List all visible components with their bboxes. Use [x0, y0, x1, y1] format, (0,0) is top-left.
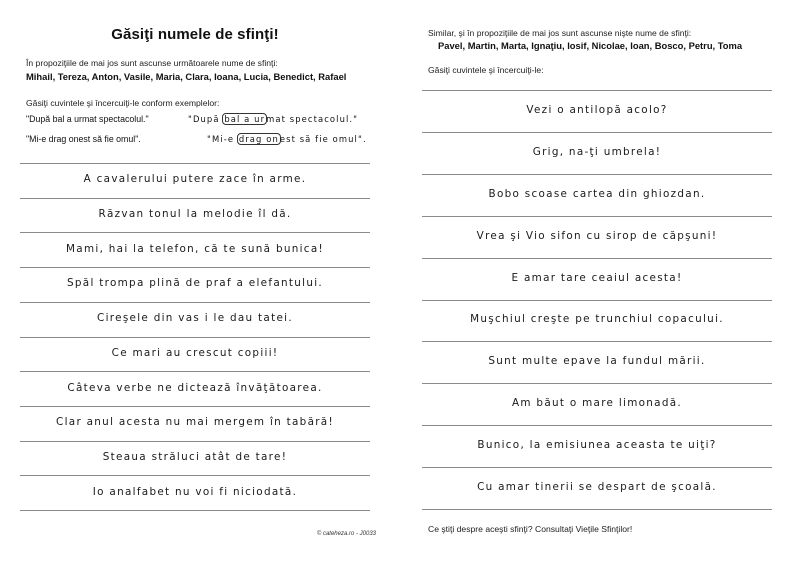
sentence-item: Muşchiul creşte pe trunchiul copacului.	[470, 313, 724, 326]
worksheet-title: Găsiţi numele de sfinţi!	[111, 26, 279, 43]
rule-line	[422, 509, 772, 510]
sentence-item: E amar tare ceaiul acesta!	[511, 271, 683, 284]
rule-line	[422, 341, 772, 342]
right-instruction: Găsiţi cuvintele şi încercuiţi-le:	[428, 65, 544, 75]
example-2-circled-word: drag on	[238, 134, 279, 144]
sentence-item: Steaua străluci atât de tare!	[102, 450, 288, 463]
rule-line	[422, 300, 772, 301]
sentence-item: Vrea şi Vio sifon cu sirop de căpşuni!	[476, 229, 718, 242]
sentence-item: Spăl trompa plină de praf a elefantului.	[67, 277, 323, 290]
sentence-item: Bobo scoase cartea din ghiozdan.	[488, 187, 706, 200]
sentence-item: Câteva verbe ne dictează învăţătoarea.	[67, 381, 323, 394]
sentence-item: A cavalerului putere zace în arme.	[83, 173, 307, 186]
rule-line	[20, 371, 370, 372]
sentence-item: Am băut o mare limonadă.	[511, 397, 683, 410]
example-1-before: "După	[188, 114, 224, 124]
example-1-plain: "După bal a urmat spectacolul."	[26, 114, 149, 124]
example-1-marked	[188, 114, 358, 124]
example-2-marked	[207, 134, 367, 144]
rule-line	[20, 267, 370, 268]
sentence-item: Sunt multe epave la fundul mării.	[488, 355, 706, 368]
rule-line	[422, 216, 772, 217]
footer-question: Ce ştiţi despre aceşti sfinţi? Consultaţi Vieţile Sfinţilor!	[428, 524, 633, 534]
rule-line	[20, 232, 370, 233]
sentence-item: Grig, na-ţi umbrela!	[532, 145, 662, 158]
right-intro: Similar, şi în propoziţiile de mai jos sunt ascunse nişte nume de sfinţi:	[428, 28, 692, 38]
rule-line	[422, 467, 772, 468]
example-2-plain: "Mi-e drag onest să fie omul".	[26, 134, 141, 144]
sentence-item: Io analfabet nu voi fi niciodată.	[92, 485, 298, 498]
sentence-item: Clar anul acesta nu mai mergem în tabără!	[56, 416, 334, 429]
sentence-item: Răzvan tonul la melodie îl dă.	[98, 208, 292, 221]
rule-line	[20, 406, 370, 407]
sentence-item: Mami, hai la telefon, că te sună bunica!	[66, 242, 324, 255]
sentence-item: Bunico, la emisiunea aceasta te uiţi?	[477, 439, 717, 452]
rule-line	[20, 510, 370, 511]
sentence-item: Vezi o antilopă acolo?	[526, 103, 668, 116]
example-1-after: mat spectacolul."	[266, 114, 359, 124]
rule-line	[422, 383, 772, 384]
rule-line	[20, 337, 370, 338]
sentence-item: Ce mari au crescut copiii!	[111, 346, 279, 359]
rule-line	[422, 174, 772, 175]
sentence-item: Cu amar tinerii se despart de şcoală.	[477, 481, 717, 494]
rule-line	[20, 441, 370, 442]
sentence-item: Cireşele din vas i le dau tatei.	[97, 312, 293, 325]
right-saint-names: Pavel, Martin, Marta, Ignaţiu, Iosif, Nicolae, Ioan, Bosco, Petru, Toma	[438, 40, 743, 51]
rule-line	[422, 90, 772, 91]
example-1-circled-word: bal a ur	[224, 114, 266, 124]
copyright-credit: © cateheza.ro - J0033	[316, 531, 376, 537]
rule-line	[20, 163, 370, 164]
left-intro: În propoziţiile de mai jos sunt ascunse următoarele nume de sfinţi:	[26, 58, 278, 68]
example-2-before: "Mi-e	[207, 134, 238, 144]
left-instruction: Găsiţi cuvintele şi încercuiţi-le conform exemplelor:	[26, 98, 220, 108]
example-2-after: est să fie omul".	[279, 134, 367, 144]
rule-line	[20, 475, 370, 476]
rule-line	[20, 198, 370, 199]
left-saint-names: Mihail, Tereza, Anton, Vasile, Maria, Clara, Ioana, Lucia, Benedict, Rafael	[26, 71, 347, 82]
rule-line	[20, 302, 370, 303]
rule-line	[422, 132, 772, 133]
rule-line	[422, 258, 772, 259]
rule-line	[422, 425, 772, 426]
